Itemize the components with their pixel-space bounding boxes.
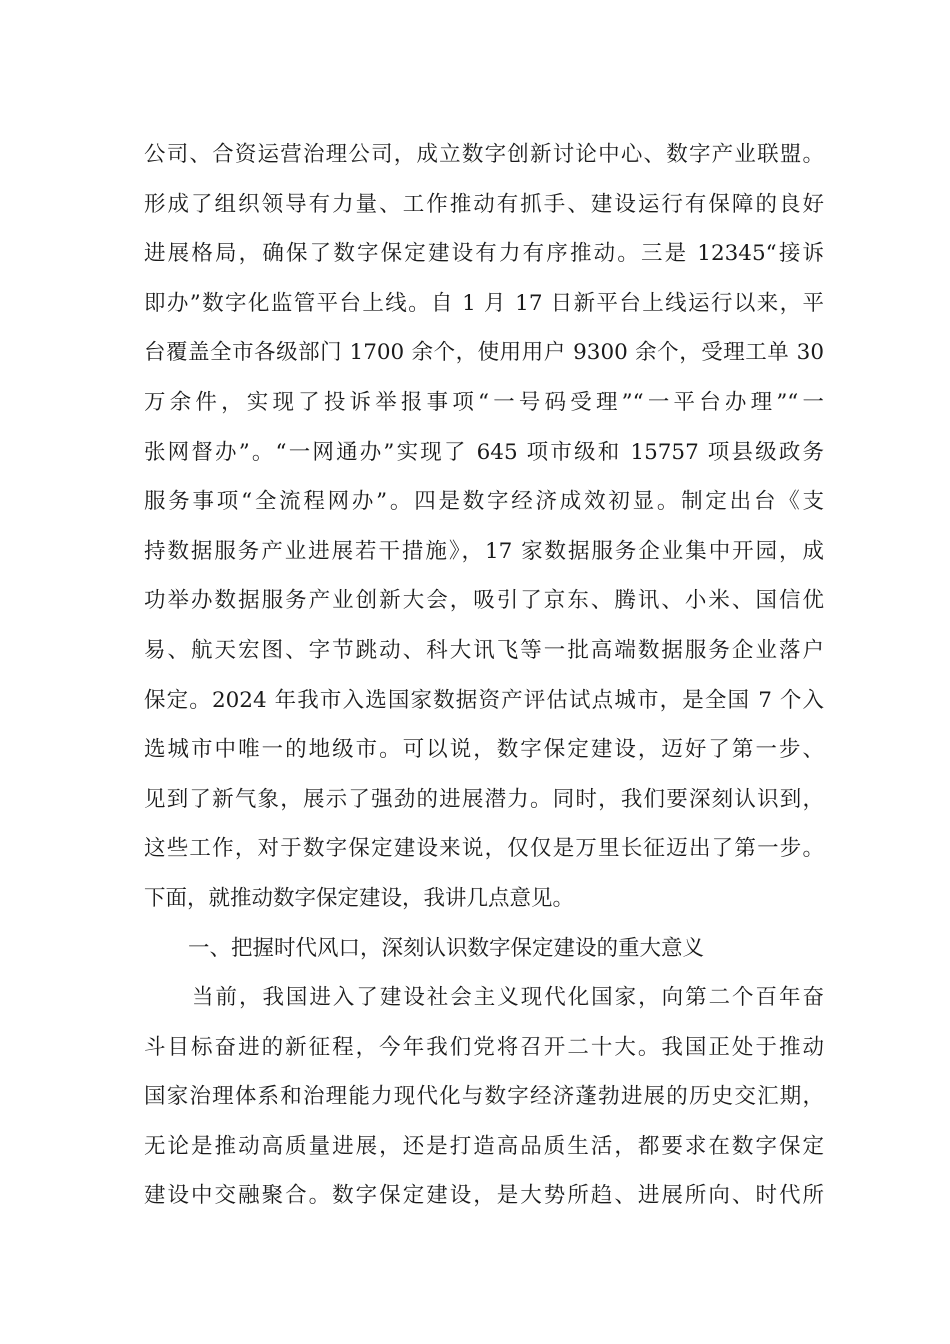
text-line: 无论是推动高质量进展，还是打造高品质生活，都要求在数字保定: [144, 1133, 824, 1159]
body-text: [144, 130, 824, 1221]
text-line: 斗目标奋进的新征程，今年我们党将召开二十大。我国正处于推动: [144, 1034, 824, 1060]
text-line: 这些工作，对于数字保定建设来说，仅仅是万里长征迈出了第一步。: [144, 836, 824, 862]
text-line: 台覆盖全市各级部门 1700 余个，使用用户 9300 余个，受理工单 30: [144, 340, 824, 366]
text-line: 张网督办”。“一网通办”实现了 645 项市级和 15757 项县级政务: [144, 439, 824, 465]
text-line: 进展格局，确保了数字保定建设有力有序推动。三是 12345“接诉: [144, 241, 824, 267]
section-heading: 一、把握时代风口，深刻认识数字保定建设的重大意义: [188, 935, 705, 961]
text-line: 公司、合资运营治理公司，成立数字创新讨论中心、数字产业联盟。: [144, 142, 824, 167]
text-line: 建设中交融聚合。数字保定建设，是大势所趋、进展所向、时代所: [144, 1183, 824, 1209]
text-line: 即办”数字化监管平台上线。自 1 月 17 日新平台上线运行以来，平: [144, 290, 824, 316]
text-line: 形成了组织领导有力量、工作推动有抓手、建设运行有保障的良好: [144, 191, 824, 217]
text-line: 服务事项“全流程网办”。四是数字经济成效初显。制定出台《支: [144, 489, 824, 515]
text-line: 下面，就推动数字保定建设，我讲几点意见。: [144, 885, 575, 911]
text-line: 当前，我国进入了建设社会主义现代化国家，向第二个百年奋: [192, 985, 824, 1011]
text-line: 国家治理体系和治理能力现代化与数字经济蓬勃进展的历史交汇期，: [144, 1084, 824, 1110]
text-line: 见到了新气象，展示了强劲的进展潜力。同时，我们要深刻认识到，: [144, 786, 824, 812]
text-line: 选城市中唯一的地级市。可以说，数字保定建设，迈好了第一步、: [144, 737, 824, 763]
text-line: 保定。2024 年我市入选国家数据资产评估试点城市，是全国 7 个入: [144, 687, 824, 713]
text-line: 持数据服务产业进展若干措施》，17 家数据服务企业集中开园，成: [144, 538, 824, 564]
text-line: 万余件，实现了投诉举报事项“一号码受理”“一平台办理”“一: [144, 389, 824, 415]
text-line: 功举办数据服务产业创新大会，吸引了京东、腾讯、小米、国信优: [144, 588, 824, 614]
text-line: 易、航天宏图、字节跳动、科大讯飞等一批高端数据服务企业落户: [144, 637, 824, 663]
